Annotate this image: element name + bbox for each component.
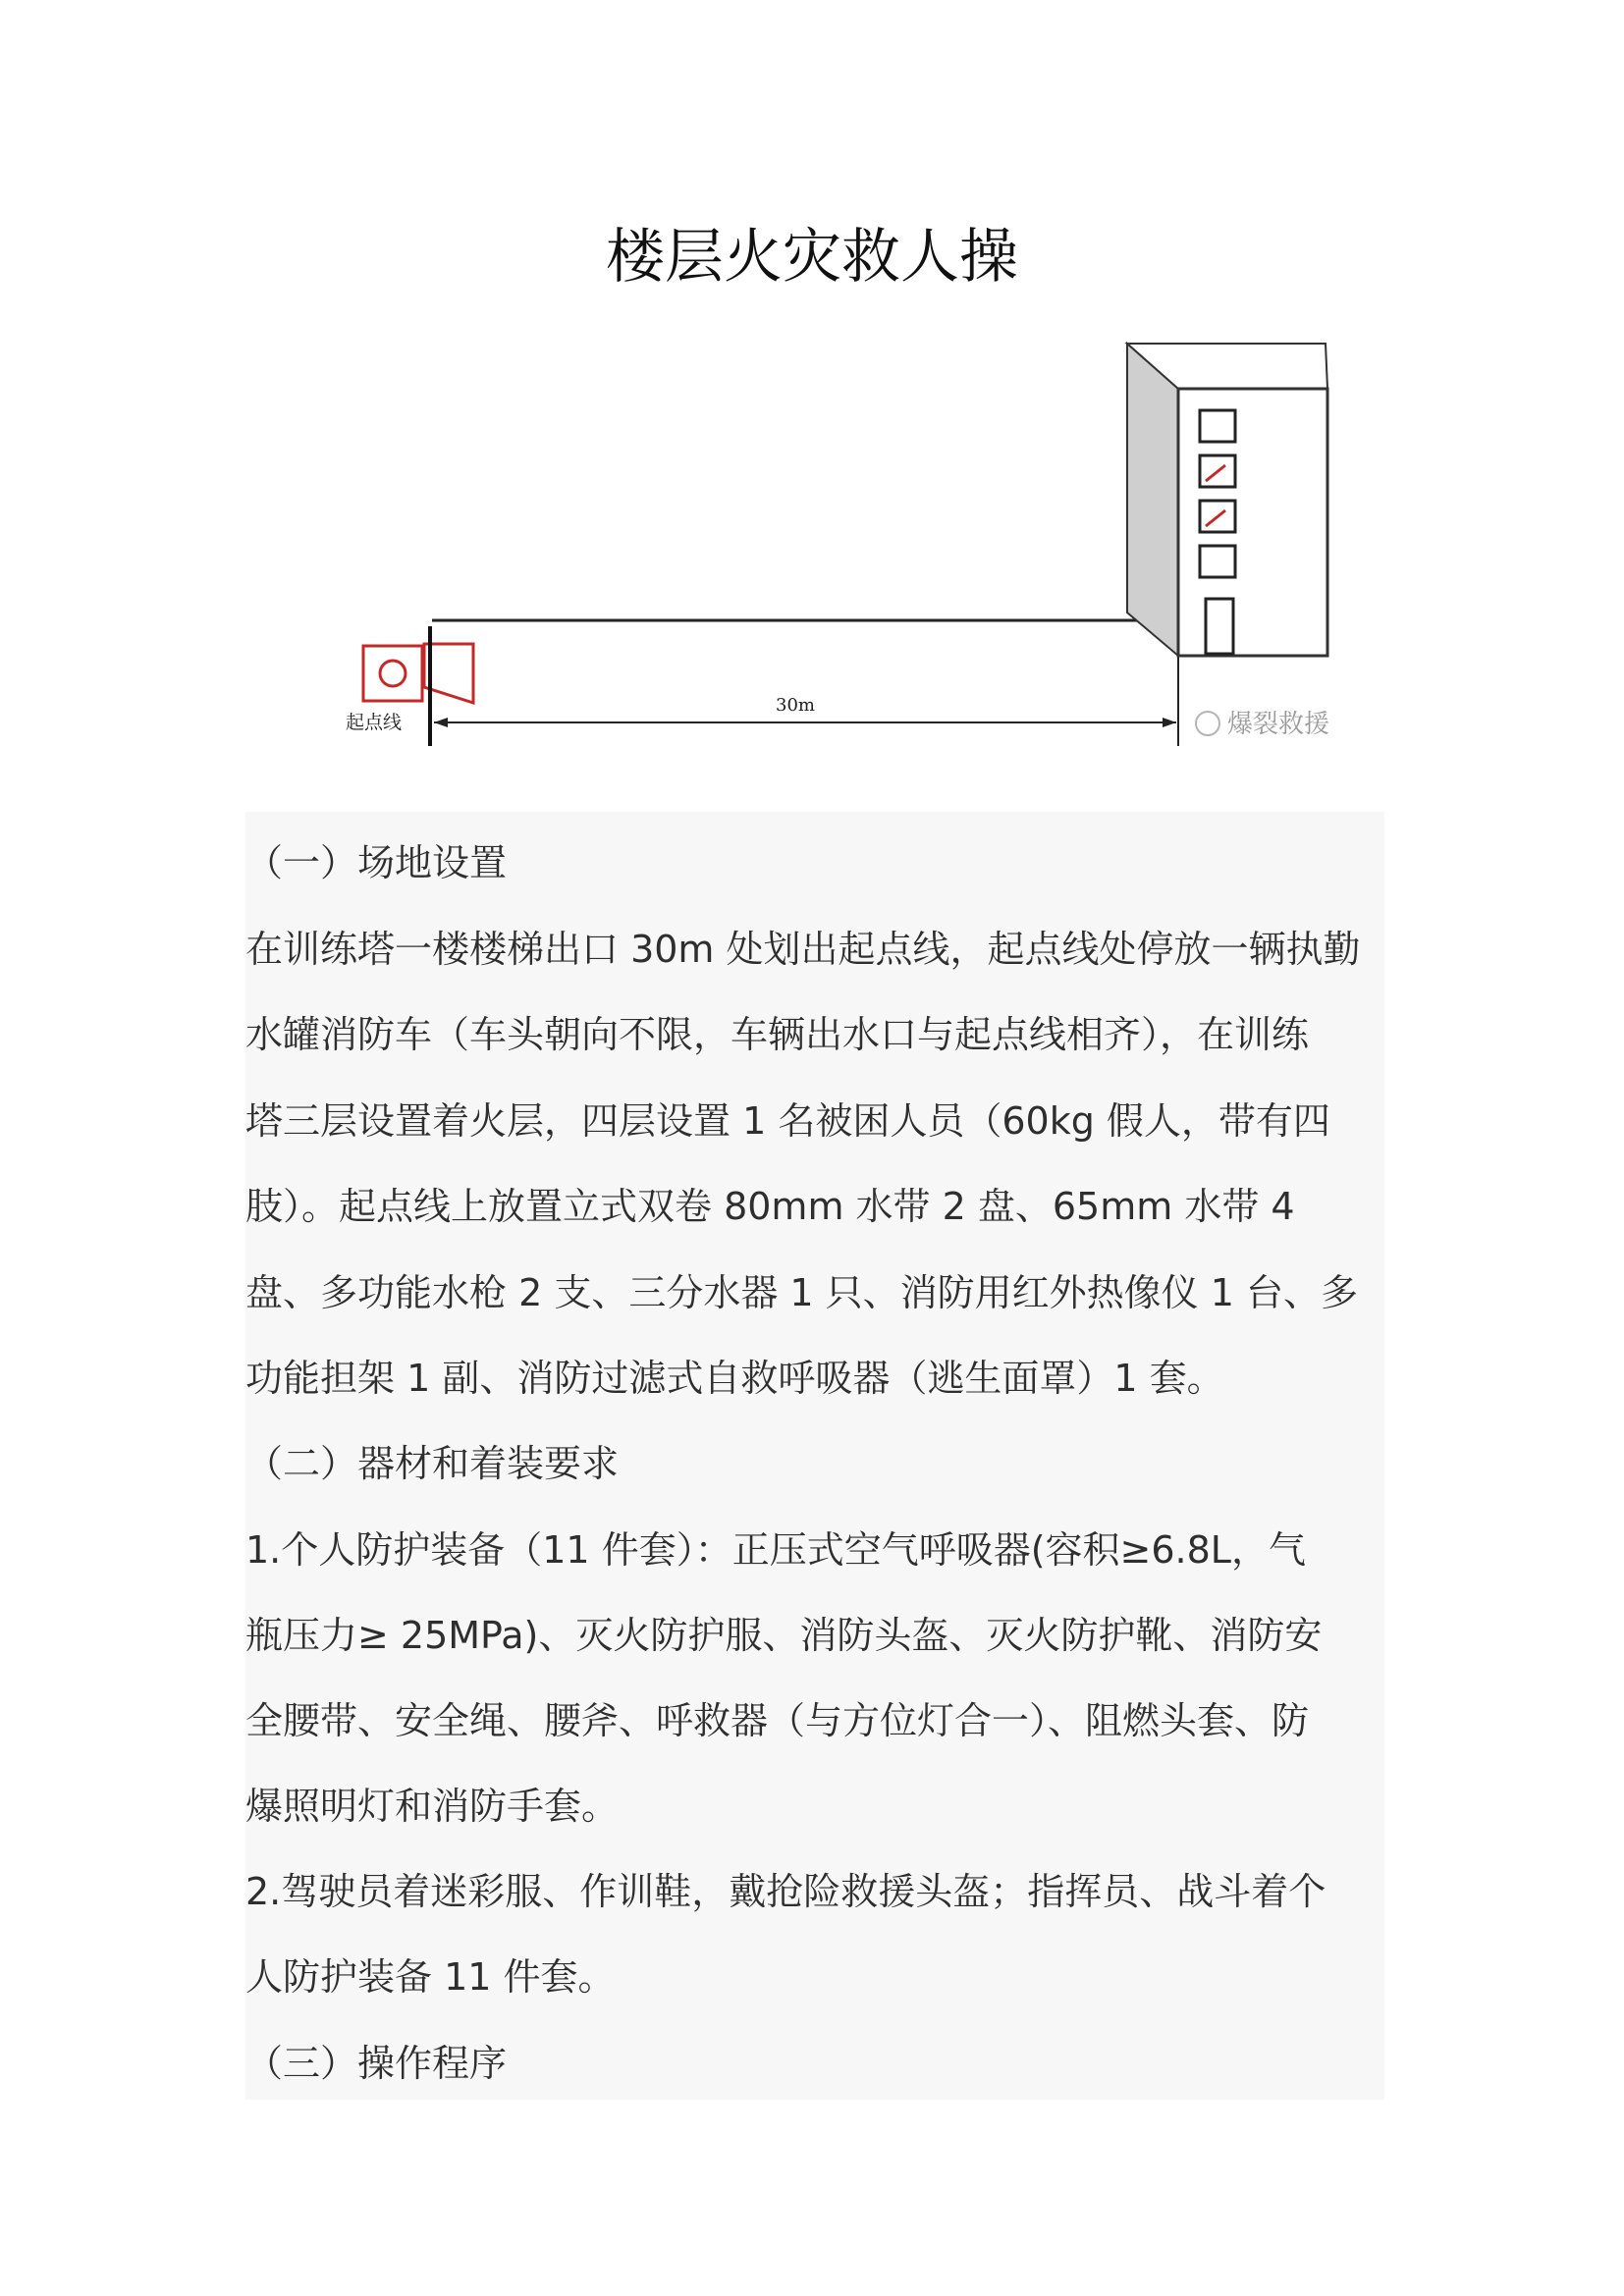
paragraph-line: 水罐消防车（车头朝向不限，车辆出水口与起点线相齐），在训练 bbox=[245, 1013, 1310, 1056]
training-tower bbox=[1127, 344, 1327, 656]
paragraph-line: 在训练塔一楼楼梯出口 30m 处划出起点线，起点线处停放一辆执勤 bbox=[245, 928, 1361, 971]
paragraph-line: 2.驾驶员着迷彩服、作训鞋，戴抢险救援头盔；指挥员、战斗着个 bbox=[245, 1870, 1326, 1913]
watermark bbox=[1196, 710, 1329, 739]
section-heading-site: （一）场地设置 bbox=[245, 841, 508, 884]
watermark-text: 爆裂救援 bbox=[1227, 710, 1330, 739]
paragraph-line: 功能担架 1 副、消防过滤式自救呼吸器（逃生面罩）1 套。 bbox=[245, 1357, 1224, 1400]
paragraph-line: 瓶压力≥ 25MPa)、灭火防护服、消防头盔、灭火防护靴、消防安 bbox=[245, 1614, 1323, 1657]
paragraph-line: 肢）。起点线上放置立式双卷 80mm 水带 2 盘、65mm 水带 4 bbox=[245, 1185, 1295, 1228]
paragraph-line: 塔三层设置着火层，四层设置 1 名被困人员（60kg 假人，带有四 bbox=[245, 1099, 1330, 1143]
paragraph-line: 盘、多功能水枪 2 支、三分水器 1 只、消防用红外热像仪 1 台、多 bbox=[245, 1271, 1359, 1314]
page-title: 楼层火灾救人操 bbox=[606, 223, 1018, 292]
distance-label: 30m bbox=[776, 695, 815, 716]
section-heading-equipment: （二）器材和着装要求 bbox=[245, 1442, 620, 1485]
section-heading-procedure: （三）操作程序 bbox=[245, 2042, 508, 2085]
fire-truck-symbol bbox=[363, 644, 473, 703]
paragraph-line: 人防护装备 11 件套。 bbox=[245, 1955, 616, 1999]
watermark-logo-icon bbox=[1196, 712, 1219, 735]
paragraph-line: 爆照明灯和消防手套。 bbox=[245, 1785, 620, 1828]
content-panel bbox=[245, 812, 1384, 2100]
paragraph-line: 全腰带、安全绳、腰斧、呼救器（与方位灯合一）、阻燃头套、防 bbox=[245, 1699, 1310, 1742]
start-line-label: 起点线 bbox=[346, 712, 403, 733]
site-layout-diagram bbox=[324, 334, 1384, 766]
paragraph-line: 1.个人防护装备（11 件套）：正压式空气呼吸器(容积≥6.8L，气 bbox=[245, 1528, 1306, 1572]
